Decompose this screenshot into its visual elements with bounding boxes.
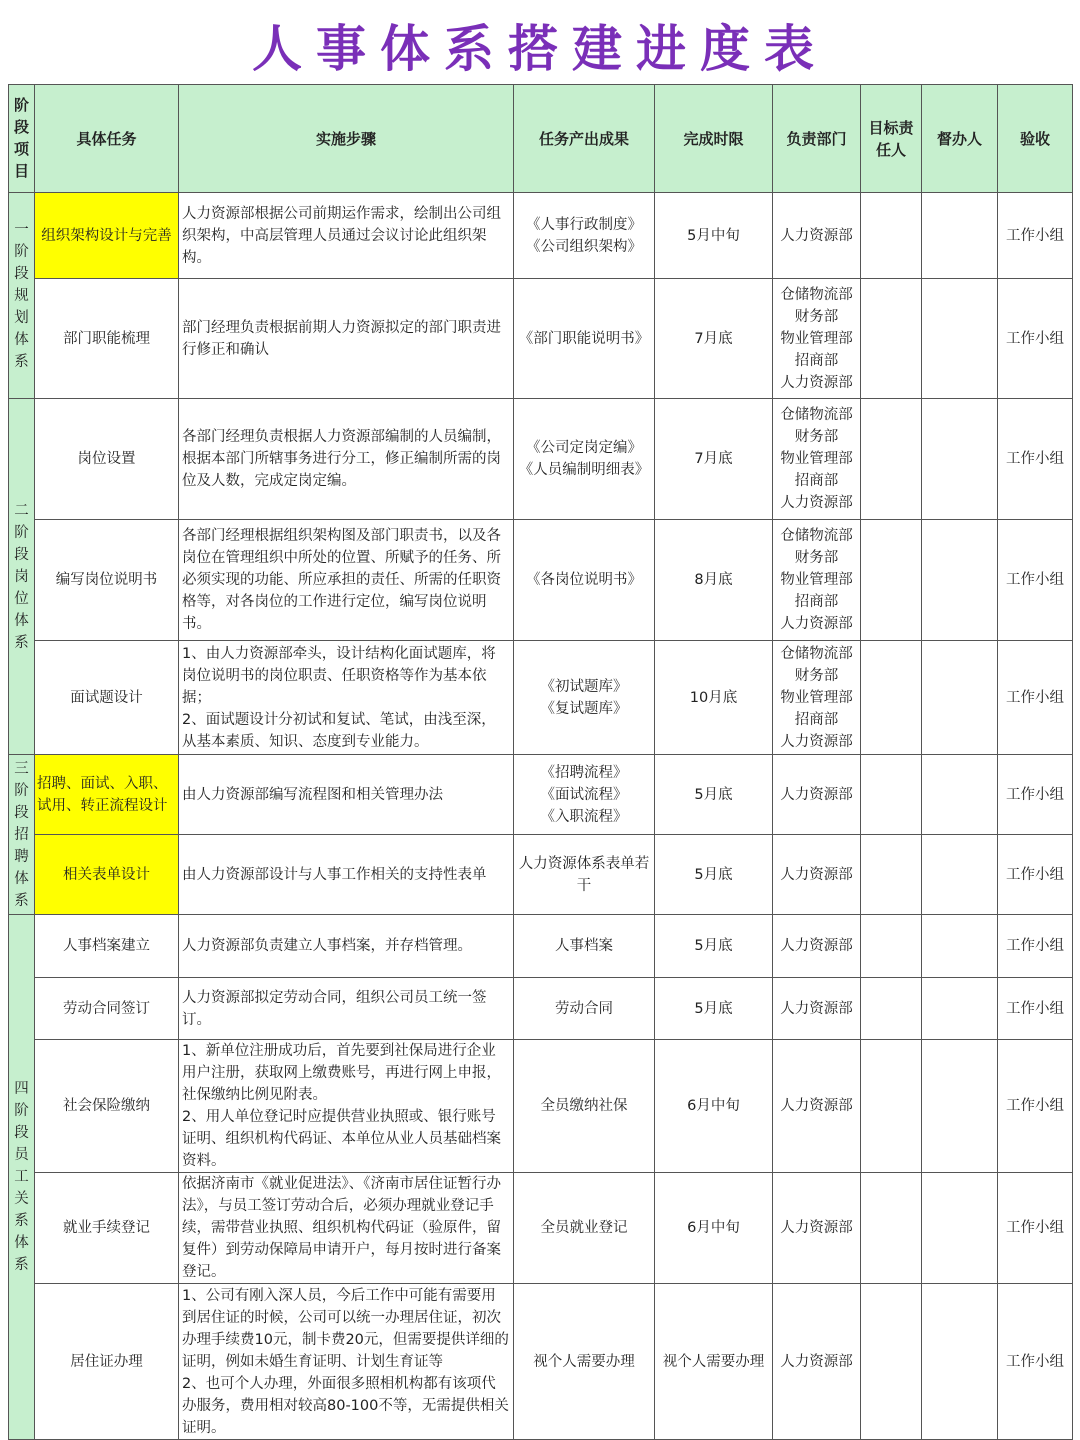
supervisor-cell — [922, 1284, 998, 1440]
output-cell: 视个人需要办理 — [514, 1284, 655, 1440]
acceptance-cell: 工作小组 — [998, 641, 1073, 755]
table-row — [9, 835, 1073, 915]
header-steps: 实施步骤 — [179, 85, 514, 193]
table-row — [9, 1284, 1073, 1440]
acceptance-cell: 工作小组 — [998, 835, 1073, 915]
steps-cell: 人力资源部根据公司前期运作需求，绘制出公司组织架构，中高层管理人员通过会议讨论此组织架构。 — [179, 193, 514, 279]
stage-cell: 四阶段员工关系体系 — [9, 915, 35, 1440]
stage-cell: 一阶段规划体系 — [9, 193, 35, 399]
deadline-cell: 视个人需要办理 — [655, 1284, 773, 1440]
dept-cell: 人力资源部 — [773, 755, 861, 835]
owner-cell — [861, 978, 922, 1040]
deadline-cell: 8月底 — [655, 520, 773, 641]
steps-cell: 各部门经理负责根据人力资源部编制的人员编制，根据本部门所辖事务进行分工，修正编制所需的岗位及人数，完成定岗定编。 — [179, 399, 514, 520]
header-acceptance: 验收 — [998, 85, 1073, 193]
dept-cell: 人力资源部 — [773, 978, 861, 1040]
header-output: 任务产出成果 — [514, 85, 655, 193]
steps-cell: 1、由人力资源部牵头，设计结构化面试题库，将岗位说明书的岗位职责、任职资格等作为基本依据； 2、面试题设计分初试和复试、笔试，由浅至深，从基本素质、知识、态度到专业能力。 — [179, 641, 514, 755]
owner-cell — [861, 520, 922, 641]
table-row — [9, 915, 1073, 978]
task-cell: 招聘、面试、入职、试用、转正流程设计 — [35, 755, 179, 835]
dept-cell: 仓储物流部 财务部 物业管理部 招商部 人力资源部 — [773, 279, 861, 399]
output-cell: 《初试题库》 《复试题库》 — [514, 641, 655, 755]
owner-cell — [861, 835, 922, 915]
output-cell: 《招聘流程》 《面试流程》 《入职流程》 — [514, 755, 655, 835]
deadline-cell: 10月底 — [655, 641, 773, 755]
task-cell: 部门职能梳理 — [35, 279, 179, 399]
supervisor-cell — [922, 1173, 998, 1284]
steps-cell: 依据济南市《就业促进法》、《济南市居住证暂行办法》，与员工签订劳动合后，必须办理就业登记手续，需带营业执照、组织机构代码证（验原件，留复件）到劳动保障局申请开户，每月按时进行备案登记。 — [179, 1173, 514, 1284]
acceptance-cell: 工作小组 — [998, 399, 1073, 520]
steps-cell: 部门经理负责根据前期人力资源拟定的部门职责进行修正和确认 — [179, 279, 514, 399]
stage-cell: 三阶段招聘体系 — [9, 755, 35, 915]
acceptance-cell: 工作小组 — [998, 1040, 1073, 1173]
task-cell: 编写岗位说明书 — [35, 520, 179, 641]
owner-cell — [861, 1173, 922, 1284]
task-cell: 劳动合同签订 — [35, 978, 179, 1040]
acceptance-cell: 工作小组 — [998, 193, 1073, 279]
steps-cell: 由人力资源部设计与人事工作相关的支持性表单 — [179, 835, 514, 915]
supervisor-cell — [922, 193, 998, 279]
header-task: 具体任务 — [35, 85, 179, 193]
output-cell: 《人事行政制度》 《公司组织架构》 — [514, 193, 655, 279]
table-row — [9, 279, 1073, 399]
deadline-cell: 5月底 — [655, 978, 773, 1040]
dept-cell: 仓储物流部 财务部 物业管理部 招商部 人力资源部 — [773, 641, 861, 755]
task-cell: 面试题设计 — [35, 641, 179, 755]
steps-cell: 人力资源部负责建立人事档案，并存档管理。 — [179, 915, 514, 978]
output-cell: 《公司定岗定编》 《人员编制明细表》 — [514, 399, 655, 520]
deadline-cell: 6月中旬 — [655, 1040, 773, 1173]
acceptance-cell: 工作小组 — [998, 1284, 1073, 1440]
steps-cell: 各部门经理根据组织架构图及部门职责书，以及各岗位在管理组织中所处的位置、所赋予的任务、所必须实现的功能、所应承担的责任、所需的任职资格等，对各岗位的工作进行定位，编写岗位说明书。 — [179, 520, 514, 641]
owner-cell — [861, 915, 922, 978]
dept-cell: 人力资源部 — [773, 1284, 861, 1440]
task-cell: 社会保险缴纳 — [35, 1040, 179, 1173]
dept-cell: 人力资源部 — [773, 915, 861, 978]
supervisor-cell — [922, 520, 998, 641]
table-row — [9, 520, 1073, 641]
steps-cell: 1、公司有刚入深人员，今后工作中可能有需要用到居住证的时候，公司可以统一办理居住证，初次办理手续费10元，制卡费20元，但需要提供详细的证明，例如未婚生育证明、计划生育证等 2、也可个人办理，外面很多照相机构都有该项代办服务，费用相对较高80-100不等，无需提供相关证明。 — [179, 1284, 514, 1440]
owner-cell — [861, 279, 922, 399]
output-cell: 劳动合同 — [514, 978, 655, 1040]
dept-cell: 仓储物流部 财务部 物业管理部 招商部 人力资源部 — [773, 520, 861, 641]
table-row — [9, 755, 1073, 835]
supervisor-cell — [922, 1040, 998, 1173]
output-cell: 全员缴纳社保 — [514, 1040, 655, 1173]
task-cell: 岗位设置 — [35, 399, 179, 520]
deadline-cell: 5月中旬 — [655, 193, 773, 279]
output-cell: 人事档案 — [514, 915, 655, 978]
deadline-cell: 7月底 — [655, 399, 773, 520]
task-cell: 人事档案建立 — [35, 915, 179, 978]
task-cell: 组织架构设计与完善 — [35, 193, 179, 279]
acceptance-cell: 工作小组 — [998, 915, 1073, 978]
acceptance-cell: 工作小组 — [998, 279, 1073, 399]
supervisor-cell — [922, 835, 998, 915]
output-cell: 《部门职能说明书》 — [514, 279, 655, 399]
acceptance-cell: 工作小组 — [998, 978, 1073, 1040]
owner-cell — [861, 193, 922, 279]
dept-cell: 人力资源部 — [773, 835, 861, 915]
acceptance-cell: 工作小组 — [998, 755, 1073, 835]
steps-cell: 由人力资源部编写流程图和相关管理办法 — [179, 755, 514, 835]
supervisor-cell — [922, 279, 998, 399]
deadline-cell: 7月底 — [655, 279, 773, 399]
owner-cell — [861, 399, 922, 520]
owner-cell — [861, 1040, 922, 1173]
supervisor-cell — [922, 915, 998, 978]
page-title: 人事体系搭建进度表 — [252, 20, 828, 78]
supervisor-cell — [922, 755, 998, 835]
table-row — [9, 193, 1073, 279]
deadline-cell: 5月底 — [655, 835, 773, 915]
output-cell: 《各岗位说明书》 — [514, 520, 655, 641]
title-bar — [8, 6, 1072, 84]
output-cell: 全员就业登记 — [514, 1173, 655, 1284]
dept-cell: 人力资源部 — [773, 193, 861, 279]
owner-cell — [861, 755, 922, 835]
header-owner: 目标责任人 — [861, 85, 922, 193]
supervisor-cell — [922, 641, 998, 755]
steps-cell: 人力资源部拟定劳动合同，组织公司员工统一签订。 — [179, 978, 514, 1040]
table-row — [9, 641, 1073, 755]
header-dept: 负责部门 — [773, 85, 861, 193]
header-row — [9, 85, 1073, 193]
owner-cell — [861, 641, 922, 755]
task-cell: 居住证办理 — [35, 1284, 179, 1440]
steps-cell: 1、新单位注册成功后，首先要到社保局进行企业用户注册，获取网上缴费账号，再进行网上申报，社保缴纳比例见附表。 2、用人单位登记时应提供营业执照或、银行账号证明、组织机构代码证、本单位从业人员基础档案资料。 — [179, 1040, 514, 1173]
header-deadline: 完成时限 — [655, 85, 773, 193]
dept-cell: 人力资源部 — [773, 1173, 861, 1284]
dept-cell: 人力资源部 — [773, 1040, 861, 1173]
table-body — [9, 193, 1073, 1440]
header-stage: 阶段项目 — [9, 85, 35, 193]
table-row — [9, 1040, 1073, 1173]
deadline-cell: 5月底 — [655, 755, 773, 835]
stage-cell: 二阶段岗位体系 — [9, 399, 35, 755]
table-row — [9, 978, 1073, 1040]
task-cell: 相关表单设计 — [35, 835, 179, 915]
output-cell: 人力资源体系表单若干 — [514, 835, 655, 915]
progress-table — [8, 84, 1073, 1440]
supervisor-cell — [922, 399, 998, 520]
deadline-cell: 5月底 — [655, 915, 773, 978]
owner-cell — [861, 1284, 922, 1440]
task-cell: 就业手续登记 — [35, 1173, 179, 1284]
deadline-cell: 6月中旬 — [655, 1173, 773, 1284]
dept-cell: 仓储物流部 财务部 物业管理部 招商部 人力资源部 — [773, 399, 861, 520]
acceptance-cell: 工作小组 — [998, 520, 1073, 641]
header-supervisor: 督办人 — [922, 85, 998, 193]
acceptance-cell: 工作小组 — [998, 1173, 1073, 1284]
supervisor-cell — [922, 978, 998, 1040]
table-row — [9, 1173, 1073, 1284]
table-row — [9, 399, 1073, 520]
